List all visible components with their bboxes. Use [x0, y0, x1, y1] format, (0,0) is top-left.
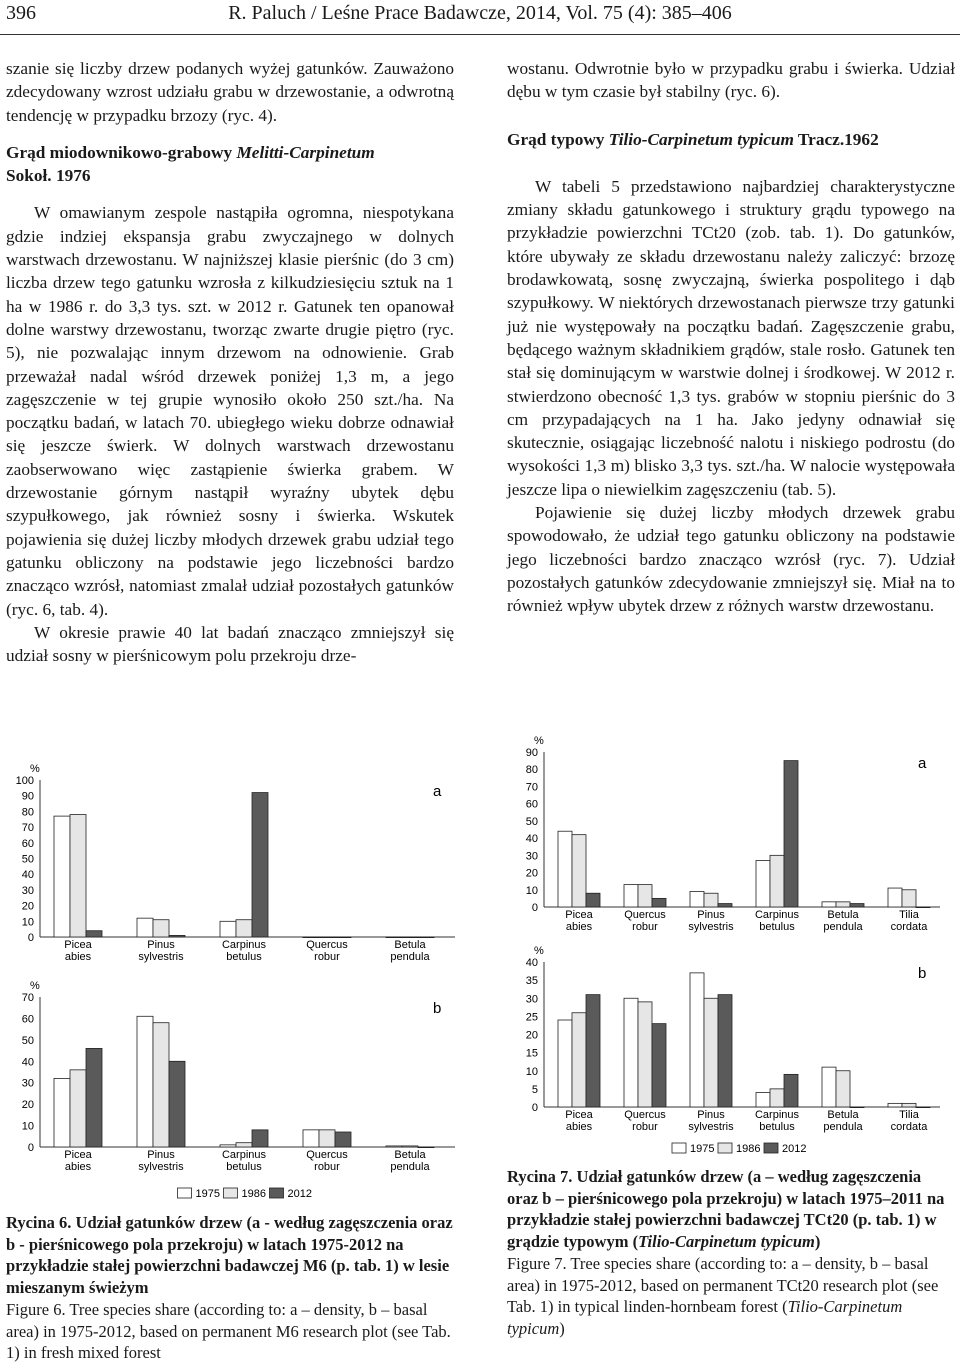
y-tick-label: 70 — [525, 781, 538, 794]
bar-2012 — [784, 761, 798, 907]
page-number: 396 — [6, 2, 36, 24]
y-tick-label: 40 — [21, 1056, 34, 1069]
section-heading: Grąd typowy Tilio-Carpinetum typicum Tracz.1962 — [507, 129, 879, 149]
y-tick-label: 20 — [21, 1099, 34, 1112]
y-tick-label: 50 — [21, 1034, 34, 1047]
bar-1975 — [756, 1093, 770, 1108]
caption-polish: Rycina 7. Udział gatunków drzew (a – według zagęszczenia oraz b – pierśnicowego pola przekroju) w latach 1975–2011 na przykładzie stałej powierzchni badawczej TCt20 (p. tab. 1) w grądzie typowym (Tilio-Carpinetum typicum) — [507, 1167, 945, 1252]
category-label: Carpinus — [221, 1149, 267, 1161]
legend-label: 1975 — [195, 1188, 220, 1200]
y-tick-label: 10 — [525, 1065, 538, 1078]
category-label: Quercus — [624, 1109, 666, 1121]
figure-6b-chart — [0, 975, 460, 1210]
category-label: robur — [632, 921, 658, 933]
category-label: Tilia — [899, 909, 919, 921]
category-label: pendula — [390, 1161, 430, 1173]
bar-1975 — [303, 1130, 319, 1147]
left-text-column — [6, 57, 454, 667]
paragraph: szanie się liczby drzew podanych wyżej gatunków. Zauważono zdecydowany wzrost udziału grabu w drzewostanie, a odwrotną tendencję w przypadku brzozy (ryc. 4). — [6, 59, 454, 125]
y-tick-label: 70 — [21, 822, 34, 835]
bar-1986 — [770, 855, 784, 907]
bar-1975 — [54, 1078, 70, 1147]
y-tick-label: 10 — [21, 916, 34, 929]
category-label: pendula — [390, 951, 430, 963]
y-tick-label: 20 — [525, 867, 538, 880]
bar-1986 — [638, 885, 652, 907]
bar-1986 — [770, 1089, 784, 1107]
category-label: Pinus — [147, 939, 175, 951]
legend-swatch-1975 — [672, 1143, 686, 1153]
bar-1975 — [220, 1145, 236, 1147]
bar-1975 — [386, 937, 402, 938]
y-tick-label: 50 — [21, 853, 34, 866]
figure-7b-chart — [500, 945, 955, 1163]
bar-1975 — [690, 892, 704, 908]
bar-1975 — [220, 921, 236, 937]
paragraph: wostanu. Odwrotnie było w przypadku grabu i świerka. Udział dębu w tym czasie był stabilny (ryc. 6). — [507, 59, 955, 102]
y-tick-label: 30 — [525, 993, 538, 1006]
legend-swatch-1986 — [224, 1188, 238, 1198]
bar-2012 — [86, 1048, 102, 1147]
y-tick-label: 40 — [21, 869, 34, 882]
bar-2012 — [916, 907, 930, 908]
category-label: robur — [314, 951, 340, 963]
y-tick-label: 20 — [525, 1029, 538, 1042]
figure-7-caption — [507, 1166, 955, 1340]
legend-swatch-1975 — [178, 1188, 192, 1198]
y-tick-label: 30 — [525, 850, 538, 863]
bar-1975 — [822, 1067, 836, 1107]
category-label: Pinus — [147, 1149, 175, 1161]
category-label: Quercus — [624, 909, 666, 921]
paragraph: W tabeli 5 przedstawiono najbardziej charakterystyczne zmiany składu gatunkowego i struktury grądu typowego na przykładzie powierzchni TCt20 (zob. tab. 1). Do gatunków, które ubywały ze składu drzewostanu należy zaliczyć: brzozę brodawkowatą, sosnę zwyczajną, świerka pospolitego i dąb szypułkowy. W niektórych drzewostanach pierwsze trzy gatunki już nie występowały na początku badań. Zagęszczenie grabu, będącego ważnym składnikiem grądów, stale rosło. Gatunek ten stał się dominującym w warstwie dolnej i środkowej. W 2012 r. stwierdzono obecność 1,3 tys. grabów w stopniu pierśnic do 3 cm przypadających na 1 ha. Jako jedyny odnawiał się skutecznie, osiągając liczebność nalotu i niskiego podrostu (do wysokości 1,3 m) blisko 3,3 tys. szt./ha. W nalocie występowała jeszcze lipa o niewielkim zagęszczeniu (tab. 5). — [507, 176, 955, 499]
category-label: cordata — [890, 1121, 928, 1133]
y-tick-label: 0 — [531, 902, 538, 914]
y-axis-unit: % — [534, 945, 544, 957]
bar-2012 — [916, 1107, 930, 1108]
bar-1986 — [236, 1143, 252, 1147]
y-tick-label: 20 — [21, 900, 34, 913]
y-tick-label: 25 — [525, 1011, 538, 1024]
figure-6-caption — [6, 1212, 454, 1364]
legend-label: 1986 — [736, 1143, 761, 1155]
y-tick-label: 30 — [21, 1077, 34, 1090]
bar-1975 — [137, 918, 153, 937]
y-tick-label: 90 — [525, 747, 538, 759]
bar-2012 — [252, 793, 268, 937]
bar-1986 — [70, 1070, 86, 1147]
category-label: Picea — [64, 939, 92, 951]
y-tick-label: 10 — [525, 884, 538, 897]
bar-1975 — [137, 1016, 153, 1147]
category-label: Betula — [394, 939, 426, 951]
y-axis-unit: % — [534, 735, 544, 747]
bar-1975 — [756, 861, 770, 908]
category-label: pendula — [823, 921, 863, 933]
legend-swatch-2012 — [270, 1188, 284, 1198]
legend-swatch-1986 — [718, 1143, 732, 1153]
y-axis-unit: % — [30, 980, 40, 992]
bar-1975 — [690, 973, 704, 1107]
panel-label: b — [433, 1000, 442, 1017]
category-label: Picea — [565, 909, 593, 921]
category-label: robur — [314, 1161, 340, 1173]
legend-swatch-2012 — [764, 1143, 778, 1153]
figure-7a-chart — [500, 735, 955, 940]
category-label: sylvestris — [688, 1121, 734, 1133]
category-label: pendula — [823, 1121, 863, 1133]
bar-1986 — [153, 920, 169, 937]
category-label: Betula — [827, 909, 859, 921]
category-label: betulus — [226, 1161, 262, 1173]
category-label: abies — [64, 1161, 92, 1173]
panel-label: b — [918, 965, 927, 982]
bar-2012 — [718, 904, 732, 907]
legend-label: 1986 — [241, 1188, 266, 1200]
category-label: abies — [64, 951, 92, 963]
category-label: abies — [565, 1121, 593, 1133]
category-label: sylvestris — [138, 1161, 184, 1173]
bar-2012 — [335, 937, 351, 938]
bar-1986 — [704, 998, 718, 1107]
bar-1986 — [836, 1071, 850, 1107]
y-tick-label: 30 — [21, 884, 34, 897]
category-label: Pinus — [697, 909, 725, 921]
paragraph: W okresie prawie 40 lat badań znacząco zmniejszył się udział sosny w pierśnicowym polu przekroju drze- — [6, 622, 454, 666]
figure-6a-chart — [0, 758, 460, 973]
category-label: sylvestris — [138, 951, 184, 963]
bar-2012 — [784, 1074, 798, 1107]
bar-2012 — [169, 1061, 185, 1147]
category-label: Quercus — [306, 939, 348, 951]
bar-2012 — [586, 995, 600, 1107]
bar-1986 — [572, 1013, 586, 1107]
bar-1986 — [836, 902, 850, 907]
bar-1975 — [558, 1020, 572, 1107]
bar-2012 — [850, 1107, 864, 1108]
y-tick-label: 80 — [21, 806, 34, 819]
y-tick-label: 50 — [525, 815, 538, 828]
y-tick-label: 70 — [21, 992, 34, 1004]
y-tick-label: 40 — [525, 957, 538, 969]
running-title: R. Paluch / Leśne Prace Badawcze, 2014, Vol. 75 (4): 385–406 — [228, 2, 732, 24]
category-label: Pinus — [697, 1109, 725, 1121]
y-tick-label: 35 — [525, 975, 538, 988]
bar-1986 — [704, 893, 718, 907]
y-tick-label: 80 — [525, 764, 538, 777]
bar-2012 — [418, 1147, 434, 1148]
category-label: Quercus — [306, 1149, 348, 1161]
bar-1986 — [319, 937, 335, 938]
category-label: Picea — [64, 1149, 92, 1161]
y-tick-label: 0 — [27, 932, 34, 944]
bar-2012 — [586, 893, 600, 907]
bar-1975 — [888, 1103, 902, 1107]
header-rule — [0, 34, 960, 35]
bar-2012 — [718, 995, 732, 1107]
category-label: Carpinus — [221, 939, 267, 951]
legend-label: 1975 — [690, 1143, 715, 1155]
bar-2012 — [86, 931, 102, 937]
category-label: Betula — [827, 1109, 859, 1121]
category-label: betulus — [226, 951, 262, 963]
category-label: Tilia — [899, 1109, 919, 1121]
bar-2012 — [652, 1024, 666, 1107]
bar-1986 — [70, 815, 86, 937]
bar-1975 — [54, 816, 70, 937]
y-tick-label: 0 — [531, 1102, 538, 1114]
category-label: sylvestris — [688, 921, 734, 933]
category-label: Betula — [394, 1149, 426, 1161]
y-tick-label: 0 — [27, 1142, 34, 1154]
bar-1986 — [236, 920, 252, 937]
paragraph: Pojawienie się dużej liczby młodych drzewek grabu spowodowało, że udział tego gatunku obliczony na podstawie jego liczebności bardzo znacząco wzrósł (ryc. 7). Udział pozostałych gatunków zdecydowanie zmniejszył się. Miał na to również wpływ ubytek drzew z różnych warstw drzewostanu. — [507, 503, 955, 616]
category-label: betulus — [759, 921, 795, 933]
category-label: robur — [632, 1121, 658, 1133]
bar-1975 — [624, 998, 638, 1107]
bar-1986 — [153, 1023, 169, 1147]
y-tick-label: 100 — [15, 775, 34, 787]
bar-2012 — [252, 1130, 268, 1147]
caption-english: Figure 6. Tree species share (according to: a – density, b – basal area) in 1975-2012, based on permanent M6 research plot (see Tab. 1) in fresh mixed forest — [6, 1299, 451, 1363]
bar-1986 — [902, 890, 916, 907]
bar-2012 — [335, 1132, 351, 1147]
category-label: cordata — [890, 921, 928, 933]
bar-1986 — [402, 937, 418, 938]
bar-1975 — [888, 888, 902, 907]
bar-2012 — [850, 904, 864, 907]
y-tick-label: 10 — [21, 1120, 34, 1133]
legend-label: 2012 — [287, 1188, 312, 1200]
bar-1986 — [902, 1103, 916, 1107]
bar-1986 — [572, 835, 586, 907]
category-label: Carpinus — [754, 1109, 800, 1121]
bar-1986 — [638, 1002, 652, 1107]
y-tick-label: 60 — [21, 837, 34, 850]
bar-1975 — [822, 902, 836, 907]
y-tick-label: 15 — [525, 1047, 538, 1060]
bar-2012 — [652, 898, 666, 907]
caption-polish: Rycina 6. Udział gatunków drzew (a - według zagęszczenia oraz b - pierśnicowego pola przekroju) w latach 1975-2012 na przykładzie stałej powierzchni badawczej M6 (p. tab. 1) w lesie mieszanym świeżym — [6, 1213, 453, 1298]
category-label: Picea — [565, 1109, 593, 1121]
y-tick-label: 60 — [21, 1013, 34, 1026]
bar-1975 — [624, 885, 638, 907]
category-label: betulus — [759, 1121, 795, 1133]
panel-label: a — [918, 755, 927, 772]
y-tick-label: 40 — [525, 833, 538, 846]
caption-english: Figure 7. Tree species share (according to: a – density, b – basal area) in 1975-2012, based on permanent TCt20 research plot (see Tab. 1) in typical linden-hornbeam forest (Tilio-Carpinetum typicum) — [507, 1253, 939, 1338]
bar-1975 — [303, 937, 319, 938]
category-label: abies — [565, 921, 593, 933]
bar-1986 — [402, 1146, 418, 1147]
bar-1975 — [558, 831, 572, 907]
right-text-column — [507, 57, 955, 618]
bar-2012 — [169, 935, 185, 937]
legend-label: 2012 — [782, 1143, 807, 1155]
y-tick-label: 5 — [531, 1083, 538, 1096]
panel-label: a — [433, 783, 442, 800]
bar-1975 — [386, 1146, 402, 1147]
section-heading: Grąd miodownikowo-grabowy Melitti-Carpinetum Sokoł. 1976 — [6, 142, 375, 186]
y-tick-label: 60 — [525, 798, 538, 811]
category-label: Carpinus — [754, 909, 800, 921]
bar-1986 — [319, 1130, 335, 1147]
paragraph: W omawianym zespole nastąpiła ogromna, niespotykana gdzie indziej ekspansja grabu zwyczajnego w dolnych warstwach drzewostanu. W najniższej klasie pierśnic (do 3 cm) liczba drzew tego gatunku wzrosła z kilkudziesięciu sztuk na 1 ha w 1986 r. do 3,3 tys. szt. w 2012 r. Gatunek ten opanował dolne warstwy drzewostanu, tworząc zwarte drugie piętro (ryc. 5), nie pozwalając innym drzewom na odnowienie. Grab przeważał nadal wśród drzewek poniżej 1,3 m, a jego zagęszczenie w tej grupie wynosiło około 250 szt./ha. Na początku badań, w latach 70. ubiegłego wieku dobrze odnawiał się jeszcze świerk. W dolnych warstwach drzewostanu zaobserwowano więc zastąpienie świerka grabem. W drzewostanie górnym nastąpił wyraźny ubytek dębu szypułkowego, jak również sosny i świerka. Wskutek pojawienia się dużej liczby młodych drzewek grabu udział tego gatunku obliczony na podstawie jego liczebności bardzo znacząco wzrósł, natomiast zmalał udział pozostałych gatunków (ryc. 6, tab. 4). — [6, 203, 454, 619]
y-axis-unit: % — [30, 763, 40, 775]
y-tick-label: 90 — [21, 790, 34, 803]
bar-2012 — [418, 937, 434, 938]
